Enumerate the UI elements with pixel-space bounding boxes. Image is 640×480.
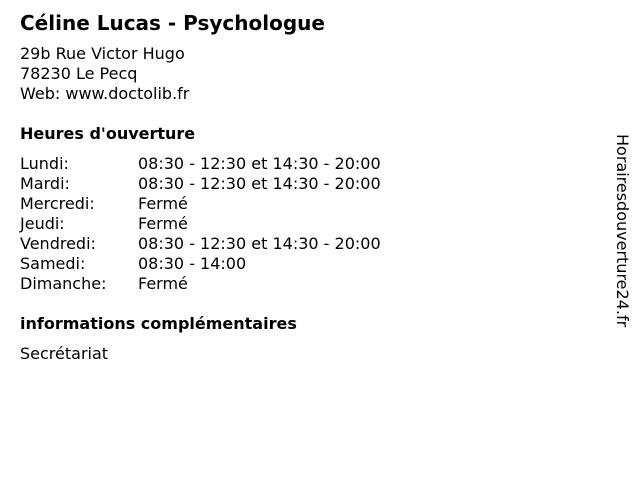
additional-info-text: Secrétariat <box>20 344 109 363</box>
address-city: 78230 Le Pecq <box>20 64 138 83</box>
business-name: Céline Lucas - Psychologue <box>20 11 325 35</box>
hours-day: Dimanche: <box>20 274 107 293</box>
hours-time: 08:30 - 12:30 et 14:30 - 20:00 <box>138 234 381 253</box>
hours-time: Fermé <box>138 274 188 293</box>
hours-day: Lundi: <box>20 154 69 173</box>
hours-time: 08:30 - 12:30 et 14:30 - 20:00 <box>138 174 381 193</box>
hours-day: Mercredi: <box>20 194 95 213</box>
additional-info-heading: informations complémentaires <box>20 314 297 333</box>
hours-day: Mardi: <box>20 174 70 193</box>
website-line: Web: www.doctolib.fr <box>20 84 190 103</box>
opening-hours-heading: Heures d'ouverture <box>20 124 196 143</box>
hours-time: 08:30 - 14:00 <box>138 254 247 273</box>
hours-day: Vendredi: <box>20 234 96 253</box>
hours-day: Jeudi: <box>20 214 65 233</box>
hours-time: Fermé <box>138 214 188 233</box>
hours-time: 08:30 - 12:30 et 14:30 - 20:00 <box>138 154 381 173</box>
site-watermark: Horairesdouverture24.fr <box>613 134 632 328</box>
hours-day: Samedi: <box>20 254 86 273</box>
address-street: 29b Rue Victor Hugo <box>20 44 185 63</box>
business-address <box>20 44 189 104</box>
hours-time: Fermé <box>138 194 188 213</box>
